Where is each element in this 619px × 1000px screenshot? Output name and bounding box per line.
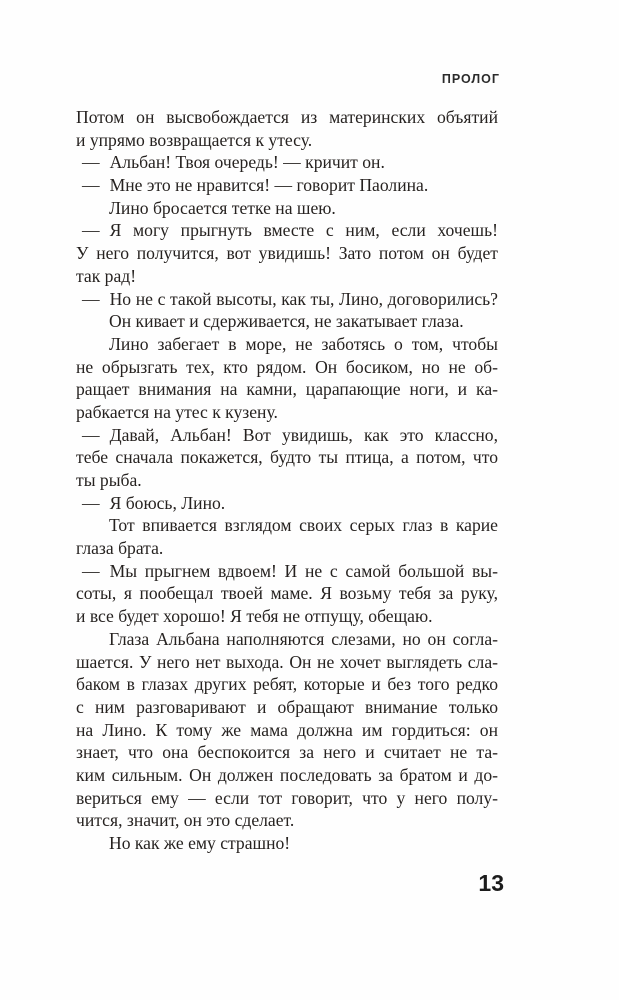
running-head: ПРОЛОГ — [441, 72, 500, 86]
dialogue-dash: — — [82, 492, 100, 513]
text-block — [76, 106, 498, 855]
text-line: — Альбан! Твоя очередь! — кричит он. — [82, 152, 385, 173]
paragraph — [76, 560, 498, 628]
text-line: баком в глазах других ребят, которые и без того редко — [76, 674, 498, 695]
text-line: — Я могу прыгнуть вместе с ним, если хочешь! — [82, 220, 498, 241]
dialogue-dash: — — [82, 288, 100, 309]
text-line: ращает внимания на камни, царапающие ноги, и ка- — [76, 379, 498, 400]
paragraph — [76, 106, 498, 151]
paragraph — [76, 514, 498, 559]
paragraph — [76, 424, 498, 492]
text-line: — Мы прыгнем вдвоем! И не с самой большой вы- — [82, 560, 498, 581]
text-line: тебе сначала покажется, будто ты птица, а потом, что — [76, 447, 498, 468]
text-line: Лино бросается тетке на шею. — [109, 197, 336, 218]
paragraph — [76, 333, 498, 424]
text-line: рабкается на утес к кузену. — [76, 401, 278, 422]
text-line: — Я боюсь, Лино. — [82, 492, 226, 513]
dialogue-dash: — — [82, 220, 100, 241]
paragraph — [76, 628, 498, 832]
text-line: шается. У него нет выхода. Он не хочет выглядеть сла- — [76, 651, 498, 672]
paragraph — [76, 197, 498, 220]
dialogue-dash: — — [82, 560, 100, 581]
text-line: на Лино. К тому же мама должна им гордиться: он — [76, 719, 498, 740]
page-number: 13 — [478, 870, 504, 896]
text-line: чится, значит, он это сделает. — [76, 810, 295, 831]
text-line: не обрызгать тех, кто рядом. Он босиком, но не об- — [76, 356, 498, 377]
paragraph — [76, 492, 498, 515]
paragraph — [76, 151, 498, 174]
text-line: ты рыба. — [76, 470, 142, 490]
dialogue-dash: — — [82, 175, 100, 196]
text-line: так рад! — [76, 265, 137, 286]
text-line: У него получится, вот увидишь! Зато потом он будет — [76, 243, 498, 264]
text-line: Лино забегает в море, не заботясь о том, чтобы — [109, 333, 498, 354]
dialogue-dash: — — [82, 424, 100, 445]
text-line: Глаза Альбана наполняются слезами, но он согла- — [109, 628, 498, 649]
text-line: соты, я пообещал твоей маме. Я возьму тебя за руку, — [76, 583, 498, 604]
text-line: и упрямо возвращается к утесу. — [76, 129, 313, 150]
text-line: Потом он высвобождается из материнских объятий — [76, 107, 498, 127]
paragraph — [76, 174, 498, 197]
text-line: Но как же ему страшно! — [109, 833, 291, 853]
text-line: и все будет хорошо! Я тебя не отпущу, обещаю. — [76, 606, 433, 627]
paragraph — [76, 832, 498, 855]
text-line: глаза брата. — [76, 538, 164, 559]
dialogue-dash: — — [82, 152, 100, 173]
text-line: Тот впивается взглядом своих серых глаз в карие — [109, 515, 498, 536]
text-line: — Мне это не нравится! — говорит Паолина. — [82, 175, 429, 196]
text-line: ким сильным. Он должен последовать за братом и до- — [76, 764, 498, 785]
paragraph — [76, 310, 498, 333]
text-line: — Давай, Альбан! Вот увидишь, как это классно, — [82, 424, 498, 445]
text-line: с ним разговаривают и обращают внимание только — [76, 696, 498, 717]
text-line: — Но не с такой высоты, как ты, Лино, договорились? — [82, 288, 498, 309]
text-line: знает, что она беспокоится за него и считает не та- — [76, 742, 498, 763]
text-line: вериться ему — если тот говорит, что у него полу- — [76, 787, 498, 808]
paragraph — [76, 288, 498, 311]
paragraph — [76, 219, 498, 287]
text-line: Он кивает и сдерживается, не закатывает глаза. — [109, 311, 464, 332]
